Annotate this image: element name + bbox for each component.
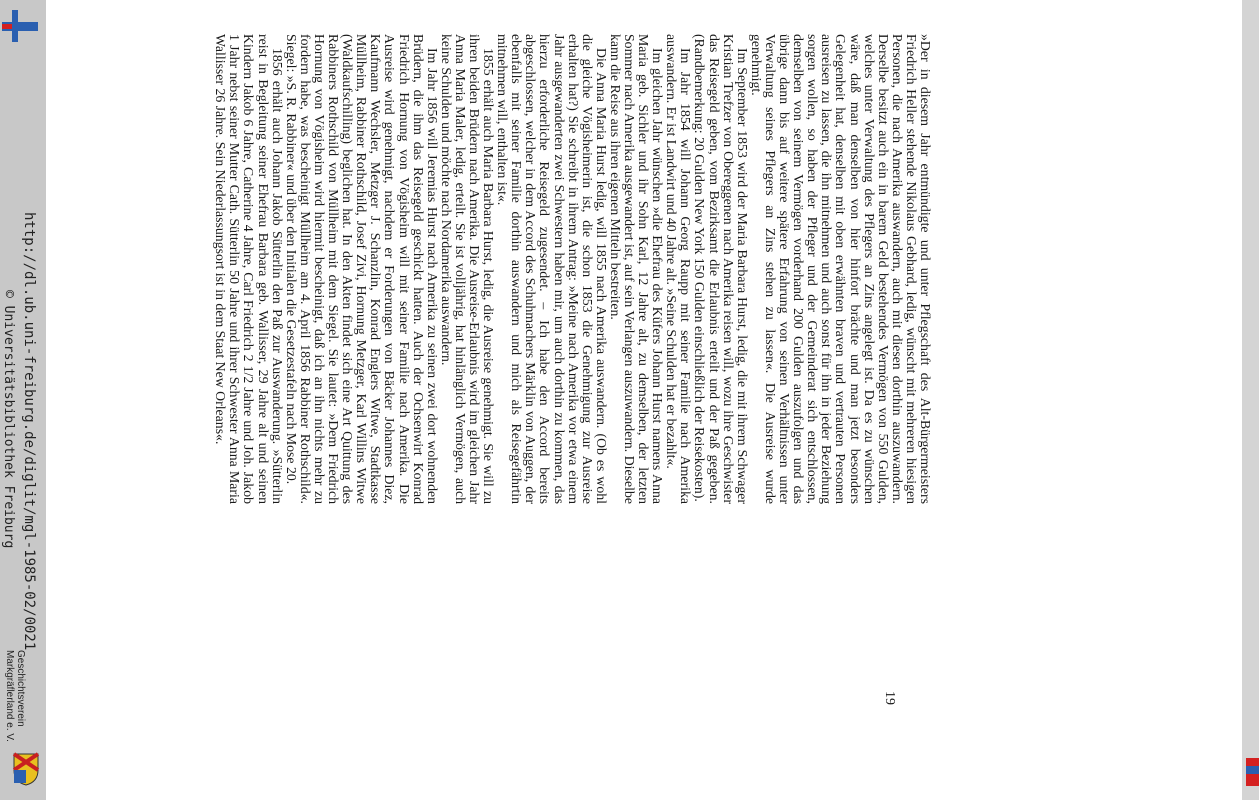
paragraph: Im Jahr 1856 will Jeremias Hurst nach Amerika zu seinen zwei dort wohnenden Brüdern, die ihm das Reisegeld geschickt hatten. Auch der Ochsenwirt Konrad Friedrich Hornung von Vögisheim will mit seiner Familie nach Amerika. Die Ausreise wird genehmigt, nachdem er Forderungen von Bäcker Johannes Diez, Kaufmann Wechsler, Metzger J. Schanzlin, Konrad Englers Witwe, Stadtkasse Müllheim, Rabbiner Rothschild, Josef Zivi, Hornung Metzger, Karl Willins Witwe (Waldkaufschilling) beglichen hat. In den Akten findet sich eine Art Quittung des Rabbiners Rothschild von Müllheim mit dem Siegel. Sie lautet: »Dem Friedrich Hornung von Vögisheim wird hiermit bescheinigt, daß ich an ihn nichts mehr zu fordern habe, was bescheinigt Müllheim am 4. April 1856 Rabbiner Rothschild«. Siegel: »S. R. Rabbiner« und über den Initialen die Gesetzestafeln nach Mose 20. (283, 34, 440, 504)
library-logo-icon (2, 10, 38, 42)
paragraph: Im September 1853 wird der Maria Barbara Hurst, ledig, die mit ihrem Schwager Kristian Trefzer von Obereggenen nach Amerika reisen will, wozu ihre Geschwister das Reisegeld geben, vom Bezirksamt die Erlaubnis erteilt und der Paß gegeben. (Randbemerkung: 20 Gulden New York 150 Gulden einschließlich der Reisekosten). (692, 34, 750, 504)
paragraph: »Der in diesem Jahr entmündigte und unter Pflegschaft des Alt-Bürgermeisters Friedrich Heller stehende Nikolaus Gebhard, ledig, wünscht mit mehreren hiesigen Personen, die nach Amerika auswandern, auch mit diesen dorthin auszuwandern. Derselbe besitzt auch ein in barem Geld bestehendes Vermögen von 550 Gulden, welches unter Verwaltung des Pflegers an Zins angelegt ist. Da es zu wünschen wäre, daß man denselben von hier hinfort brächte und man jetzt besonders Gelegenheit hat, denselben mit oben erwähnten braven und vertrauten Personen ausreisen zu lassen, die ihn mitnehmen und auch sonst für ihn in jeder Beziehung sorgen wollen, so haben der Pfleger und der Gemeinderat sich entschlossen, demselben von seinem Vermögen vorderhand 200 Gulden auszufolgen und das übrige dann bis auf weitere spätere Erfahrung von seinen Verhältnissen unter Verwaltung seines Pflegers an Zins stehen zu lassen«. Die Ausreise wurde genehmigt. (748, 34, 933, 504)
paragraph: Im gleichen Jahr wünschen »die Ehefrau des Küfers Johann Hurst namens Anna Maria geb. Sichler und ihr Sohn Karl, 12 Jahre alt, zu demselben, der letzten Sommer nach Amerika ausgewandert ist, auf sein Verlangen auszuwandern. Dieselbe kann die Reise aus ihren eigenen Mitteln bestreiten. (607, 34, 666, 504)
page-number: 19 (882, 691, 897, 705)
document-page (72, 34, 932, 504)
paragraph: 1856 erhält auch Johann Jakob Sütterlin den Paß zur Auswanderung. »Sütterlin reist in Begleitung seiner Ehefrau Barbara geb. Wallisser, 29 Jahre alt und seinen Kindern Jakob 6 Jahre, Catherine 4 Jahre, Carl Friedrich 2 1/2 Jahre und Joh. Jakob 1 Jahr nebst seiner Mutter Cath. Sütterlin 50 Jahre und ihrer Schwester Anna Maria Wallisser 26 Jahre. Sein Niederlassungsort ist in dem Staat New Orleans«. (213, 34, 285, 504)
copyright-note: © Universitätsbibliothek Freiburg (1, 290, 16, 549)
society-name (4, 650, 26, 742)
right-margin-logo-icon (1246, 758, 1259, 786)
society-name-line2: Markgräflerland e. V. (4, 650, 15, 742)
paragraph: Im Jahr 1854 will Johann Georg Raupp mit seiner Familie nach Amerika auswandern. Er ist Landwirt und 40 Jahre alt. »Seine Schulden hat er bezahlt«. (664, 34, 694, 504)
source-url[interactable]: http://dl.ub.uni-freiburg.de/diglit/mgl-1985-02/0021 (21, 212, 37, 651)
society-name-line1: Geschichtsverein (15, 650, 26, 727)
paragraph: Die Anna Maria Hurst ledig, will 1855 nach Amerika auswandern. (Ob es wohl die gleiche Vögisheimerin ist, die schon 1853 die Genehmigung zur Ausreise erhalten hat?) Sie schreibt in ihrem Antrag: »Meine nach Amerika vor etwa einem Jahr ausgewanderten zwei Schwestern haben mir, um auch dorthin zu kommen, das hierzu erforderliche Reisegeld zugesendet. – Ich habe den Accord bereits abgeschlossen, welcher in dem Accord des Schuhmachers Märklin von Auggen, der ebenfalls mit seiner Familie dorthin auswandern und mich als Reisegefährtin mitnehmen will, enthalten ist«. (495, 34, 609, 504)
paragraph: 1855 erhält auch Maria Barbara Hurst, ledig, die Ausreise genehmigt. Sie will zu ihren beiden Brüdern nach Amerika. Die Ausreise-Erlaubnis wird im gleichen Jahr Anna Maria Maler, ledig, erteilt. Sie ist volljährig, hat hinlänglich Vermögen, auch keine Schulden und möchte nach Nordamerika auswandern. (438, 34, 497, 504)
right-viewer-margin (1242, 0, 1259, 800)
coat-of-arms-icon (12, 752, 40, 786)
